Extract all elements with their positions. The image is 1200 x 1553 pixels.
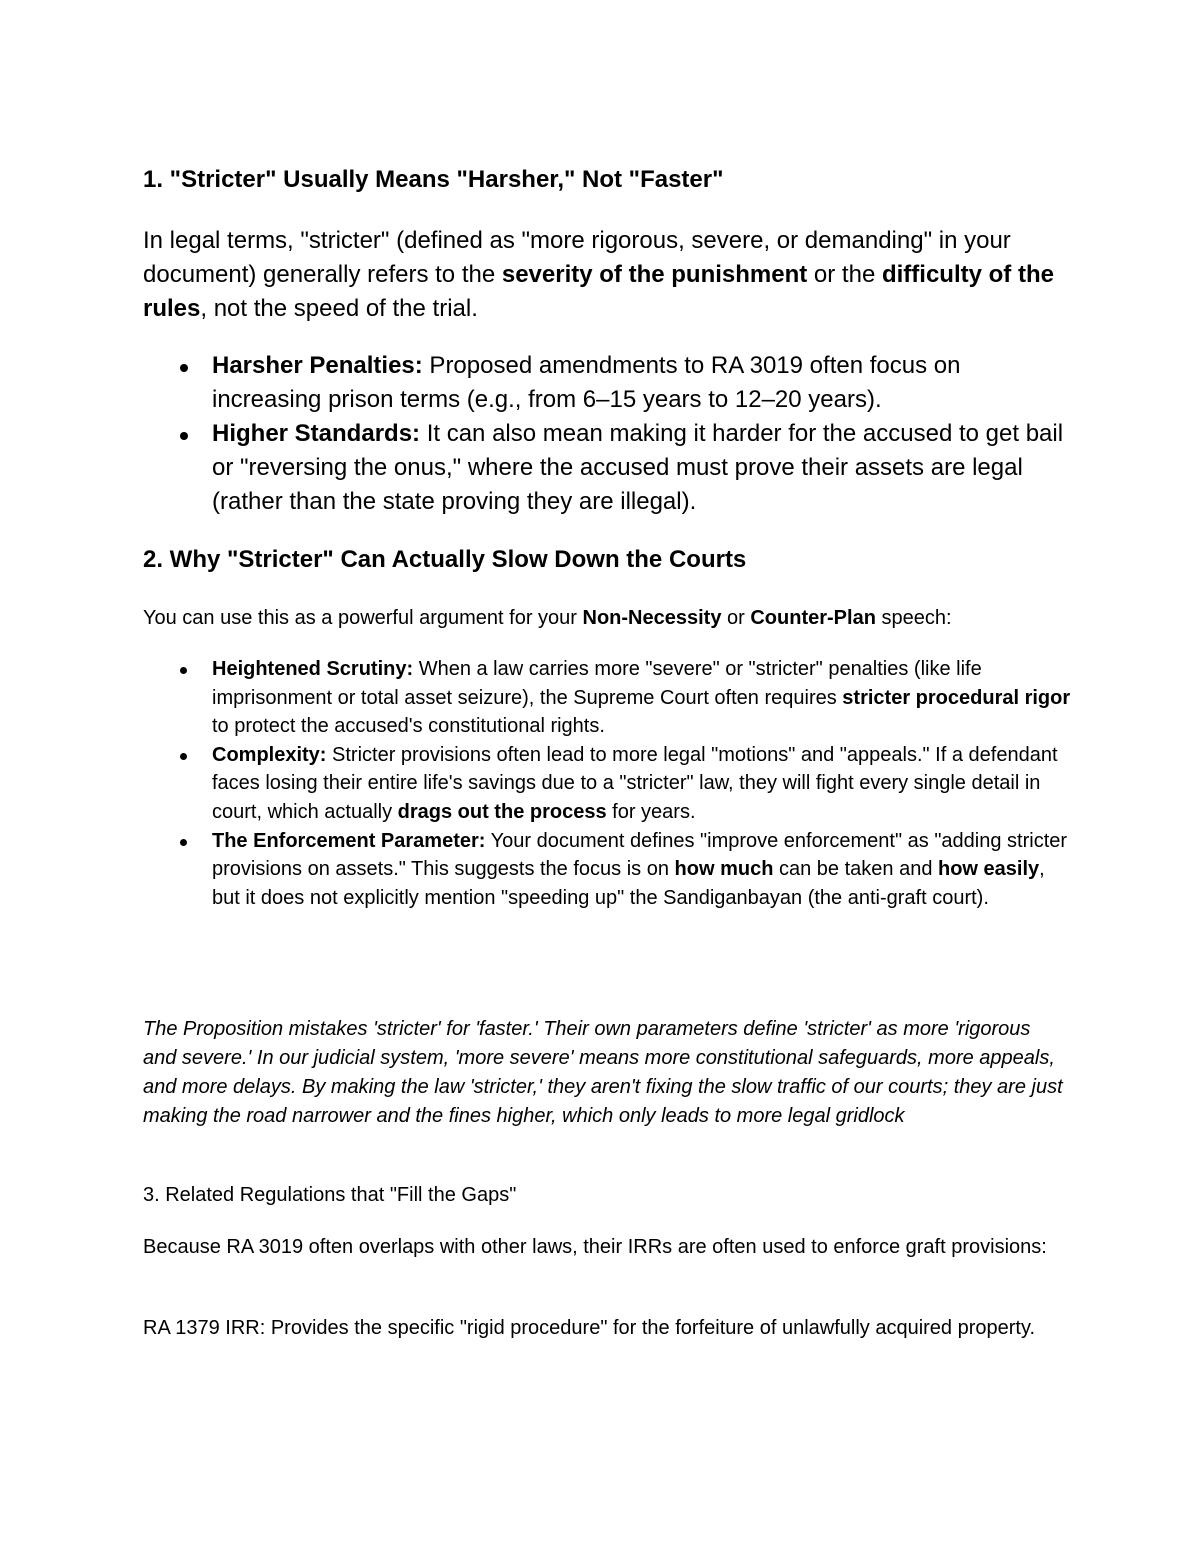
list-item <box>143 417 1073 519</box>
section-2-bullet-list <box>143 655 1073 912</box>
bullet-text: Your document defines "improve enforcement" as "adding stricter provisions on assets." This suggests the focus is on <box>212 829 1068 881</box>
bullet-icon <box>180 432 188 440</box>
italic-argument-paragraph: The Proposition mistakes 'stricter' for 'faster.' Their own parameters define 'stricter' as more 'rigorous and severe.' In our judicial system, 'more severe' means more constitutional safeguards, more appeals, and more delays. By making the law 'stricter,' they aren't fixing the slow traffic of our courts; they are just making the road narrower and the fines higher, which only leads to more legal gridlock <box>143 1018 1063 1127</box>
list-item <box>143 827 1073 913</box>
bullet-icon <box>180 839 187 846</box>
bullet-label: Harsher Penalties: <box>212 352 423 379</box>
intro-text-2: or the <box>807 261 882 288</box>
bullet-text: , but it does not explicitly mention "speeding up" the Sandiganbayan (the anti-graft court). <box>212 858 1045 909</box>
bullet-text: for years. <box>606 800 696 823</box>
intro-bold-1: severity of the punishment <box>501 261 808 288</box>
bullet-text: to protect the accused's constitutional rights. <box>212 715 605 738</box>
bullet-icon <box>180 753 187 760</box>
bullet-bold: stricter procedural rigor <box>842 686 1071 709</box>
section-3-paragraph-2: RA 1379 IRR: Provides the specific "rigid procedure" for the forfeiture of unlawfully acquired property. <box>143 1317 1036 1339</box>
bullet-label: The Enforcement Parameter: <box>212 829 486 852</box>
section-2-lead <box>143 604 1073 632</box>
section-3-heading: 3. Related Regulations that "Fill the Gaps" <box>143 1184 517 1206</box>
intro-bold-2: difficulty of the rules <box>143 261 1054 322</box>
section-1-bullet-list <box>143 349 1073 519</box>
list-item <box>143 349 1073 417</box>
bullet-label: Higher Standards: <box>212 420 421 447</box>
lead-bold-2: Counter-Plan <box>750 607 876 629</box>
bullet-bold: how easily <box>938 858 1040 881</box>
section-1-heading: 1. "Stricter" Usually Means "Harsher," Not "Faster" <box>143 166 724 193</box>
list-item <box>143 655 1073 741</box>
bullet-text: Proposed amendments to RA 3019 often focus on increasing prison terms (e.g., from 6–15 years to 12–20 years). <box>212 352 961 413</box>
bullet-text: Stricter provisions often lead to more legal "motions" and "appeals." If a defendant faces losing their entire life's savings due to a "stricter" law, they will fight every single detail in court, which actually <box>212 743 1058 823</box>
bullet-bold: drags out the process <box>397 800 607 823</box>
bullet-text: It can also mean making it harder for the accused to get bail or "reversing the onus," where the accused must prove their assets are legal (rather than the state proving they are illegal). <box>212 420 1064 515</box>
bullet-icon <box>180 364 188 372</box>
bullet-text: can be taken and <box>773 858 938 881</box>
bullet-bold: how much <box>674 858 774 881</box>
section-2-heading: 2. Why "Stricter" Can Actually Slow Down the Courts <box>143 546 747 573</box>
lead-text-2: or <box>721 607 751 629</box>
section-3-paragraph-1: Because RA 3019 often overlaps with other laws, their IRRs are often used to enforce graft provisions: <box>143 1236 1047 1258</box>
list-item <box>143 741 1073 827</box>
intro-text-3: , not the speed of the trial. <box>200 295 478 322</box>
bullet-label: Heightened Scrutiny: <box>212 658 414 680</box>
bullet-label: Complexity: <box>212 743 327 766</box>
intro-text-1: In legal terms, "stricter" (defined as "more rigorous, severe, or demanding" in your document) generally refers to the <box>143 227 1011 288</box>
section-1-intro <box>143 224 1063 326</box>
lead-bold-1: Non-Necessity <box>582 607 722 629</box>
lead-text-3: speech: <box>875 607 952 629</box>
bullet-text: When a law carries more "severe" or "stricter" penalties (like life imprisonment or total asset seizure), the Supreme Court often requires <box>212 658 982 709</box>
lead-text-1: You can use this as a powerful argument for your <box>143 607 583 629</box>
bullet-icon <box>180 667 187 674</box>
